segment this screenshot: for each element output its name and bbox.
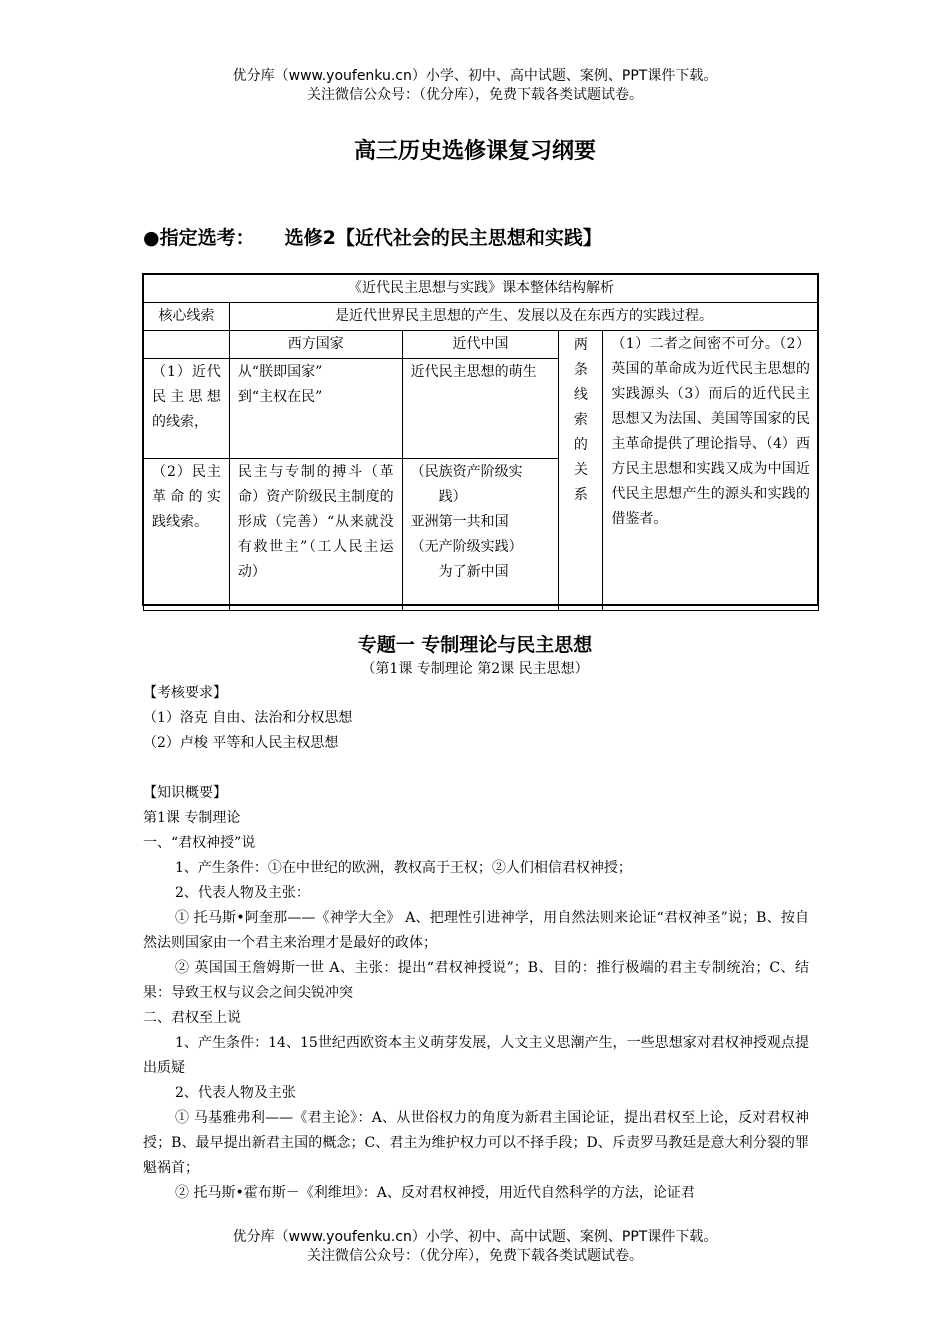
row1-west-line-2: 到“主权在民”	[237, 389, 323, 405]
subtitle-text: 选修2【近代社会的民主思想和实践】	[284, 227, 602, 249]
row2-china-line-5: 为了新中国	[438, 564, 509, 580]
col-china: 近代中国	[402, 331, 559, 359]
blank-cell	[144, 331, 230, 359]
section-1-person-1: ① 托马斯•阿奎那——《神学大全》 A、把理性引进神学，用自然法则来论证“君权神圣”说；B、按自然法则国家由一个君主来治理才是最好的政体；	[143, 910, 809, 951]
header	[0, 67, 950, 105]
lesson-title: 第1课 专制理论	[143, 810, 241, 826]
row1-west-line-1: 从“朕即国家”	[237, 364, 323, 380]
section-1-person-2: ② 英国国王詹姆斯一世 A、主张：提出“君权神授说”；B、目的：推行极端的君主专制统治；C、结果：导致王权与议会之间尖锐冲突	[143, 960, 809, 1001]
core-text: 是近代世界民主思想的产生、发展以及在东西方的实践过程。	[229, 303, 818, 331]
footer-line-2: 关注微信公众号：（优分库），免费下载各类试题试卷。	[307, 1248, 643, 1264]
section-2-person-1: ① 马基雅弗利——《君主论》：A、从世俗权力的角度为新君主国论证，提出君权至上论，反对君权神授；B、最早提出新君主国的概念；C、君主为维护权力可以不择手段；D、斥责罗马教廷是意大利分裂的罪魁祸首；	[143, 1110, 809, 1176]
row2-china-line-2: 践）	[438, 489, 467, 505]
row2-label: （2）民主革命的实践线索。	[144, 459, 230, 611]
relation-text: （1）二者之间密不可分。（2）英国的革命成为近代民主思想的实践源头（3）而后的近代民主思想又为法国、美国等国家的民主革命提供了理论指导、（4）西方民主思想和实践又成为中国近代民主思想产生的源头和实践的借鉴者。	[603, 331, 819, 611]
subtitle-label: ●指定选考：	[143, 227, 255, 249]
section-2-conditions: 1、产生条件：14、15世纪西欧资本主义萌芽发展，人文主义思潮产生，一些思想家对君权神授观点提出质疑	[143, 1035, 809, 1076]
requirements-heading: 【考核要求】	[143, 685, 227, 701]
knowledge-heading: 【知识概要】	[143, 785, 227, 801]
core-label: 核心线索	[144, 303, 230, 331]
section-2-person-2: ② 托马斯•霍布斯－《利维坦》：A、反对君权神授，用近代自然科学的方法，论证君	[175, 1185, 695, 1201]
row2-china	[402, 459, 559, 611]
table-caption: 《近代民主思想与实践》课本整体结构解析	[144, 275, 819, 303]
section-1-conditions: 1、产生条件：①在中世纪的欧洲，教权高于王权；②人们相信君权神授；	[175, 860, 632, 876]
footer	[0, 1228, 950, 1266]
topic-title: 专题一 专制理论与民主思想	[357, 634, 593, 656]
relation-label: 两条线索的关系	[559, 331, 603, 611]
requirement-item-1: （1）洛克 自由、法治和分权思想	[143, 710, 353, 726]
col-west: 西方国家	[229, 331, 402, 359]
row2-china-line-4: （无产阶级实践）	[410, 539, 523, 555]
row1-china: 近代民主思想的萌生	[402, 359, 559, 459]
row1-west	[229, 359, 402, 459]
section-1-representatives: 2、代表人物及主张：	[175, 885, 310, 901]
structure-table	[143, 274, 819, 611]
row1-label: （1）近代民主思想的线索，	[144, 359, 230, 459]
row2-china-line-3: 亚洲第一共和国	[410, 514, 509, 530]
row2-china-line-1: （民族资产阶级实	[410, 464, 523, 480]
requirement-item-2: （2）卢梭 平等和人民主权思想	[143, 735, 339, 751]
header-line-1: 优分库（www.youfenku.cn）小学、初中、高中试题、案例、PPT课件下载。	[232, 68, 718, 84]
topic-subtitle: （第1课 专制理论 第2课 民主思想）	[361, 661, 589, 677]
section-1-title: 一、“君权神授”说	[143, 835, 256, 851]
content-body	[143, 681, 809, 1206]
section-subtitle	[143, 223, 602, 250]
section-2-title: 二、君权至上说	[143, 1010, 241, 1026]
page-title: 高三历史选修课复习纲要	[353, 139, 596, 164]
section-2-representatives: 2、代表人物及主张	[175, 1085, 296, 1101]
footer-line-1: 优分库（www.youfenku.cn）小学、初中、高中试题、案例、PPT课件下载。	[232, 1229, 718, 1245]
header-line-2: 关注微信公众号：（优分库），免费下载各类试题试卷。	[307, 87, 643, 103]
row2-west: 民主与专制的搏斗（革命）资产阶级民主制度的形成（完善）“从来就没有救世主”（工人民主运动）	[229, 459, 402, 611]
